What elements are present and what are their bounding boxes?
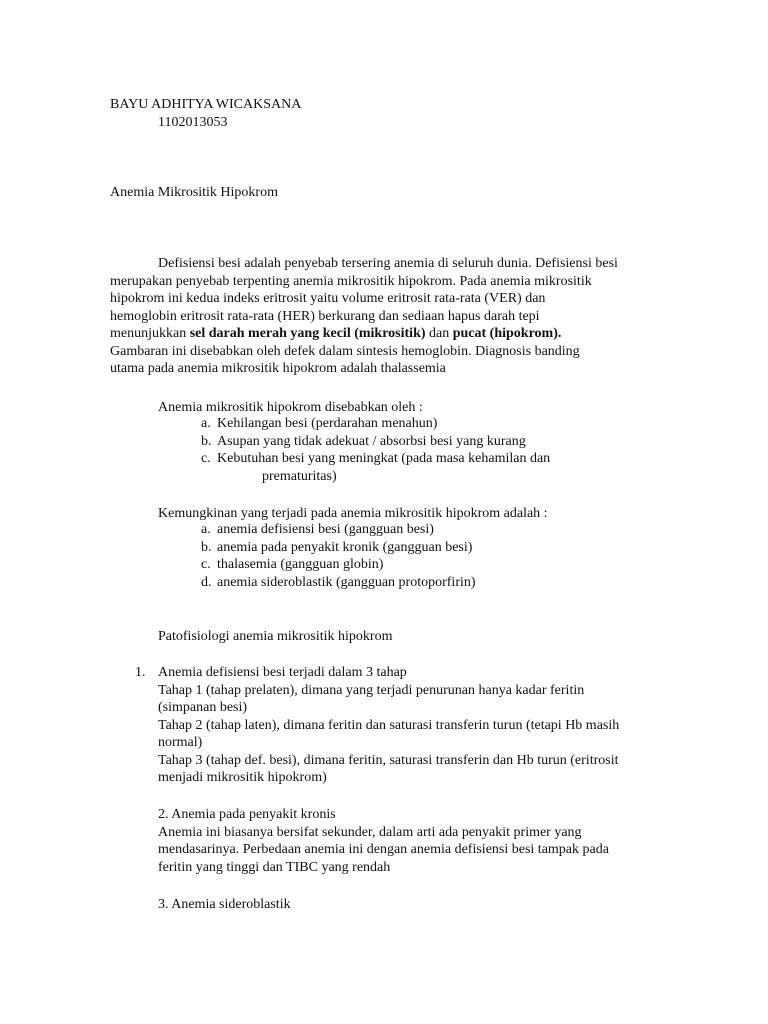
patho-heading: Patofisiologi anemia mikrositik hipokrom [158,629,393,644]
list-marker: c. [201,451,211,466]
list-item [201,433,550,451]
list-marker: d. [201,574,212,590]
list-item-text: anemia defisiensi besi (gangguan besi) [217,522,434,537]
intro-line [110,325,660,343]
section-line: 3. Anemia sideroblastik [158,897,291,912]
list-item [201,521,476,539]
list-marker: a. [201,522,211,537]
intro-bold-text: sel darah merah yang kecil (mikrositik) [189,326,426,341]
list-item [201,415,550,433]
causes-heading: Anemia mikrositik hipokrom disebabkan oleh : [158,400,423,415]
intro-line: Gambaran ini disebabkan oleh defek dalam sintesis hemoglobin. Diagnosis banding [110,343,580,359]
intro-line: hipokrom ini kedua indeks eritrosit yaitu volume eritrosit rata-rata (VER) dan [110,291,546,306]
list-marker: c. [201,557,211,572]
intro-bold-text: pucat (hipokrom). [452,326,562,341]
list-item [201,556,476,574]
intro-text: dan [425,326,453,341]
list-item-text: Asupan yang tidak adekuat / absorbsi besi yang kurang [217,433,526,449]
section-line: mendasarinya. Perbedaan anemia ini dengan anemia defisiensi besi tampak pada [158,842,609,857]
list-item-text: anemia pada penyakit kronik (gangguan besi) [217,539,473,555]
possibilities-list [201,521,476,591]
list-marker: b. [201,539,212,555]
section-line: feritin yang tinggi dan TIBC yang rendah [158,859,391,875]
patho-section-2 [158,806,609,876]
document-title: Anemia Mikrositik Hipokrom [110,185,278,200]
section-line: Tahap 1 (tahap prelaten), dimana yang terjadi penurunan hanya kadar feritin [158,682,585,698]
intro-line: utama pada anemia mikrositik hipokrom adalah thalassemia [110,361,446,376]
section-line: 2. Anemia pada penyakit kronis [158,807,336,822]
section-number: 1. [135,665,146,680]
section-line: Anemia ini biasanya bersifat sekunder, dalam arti ada penyakit primer yang [158,824,582,840]
list-item-text: anemia sideroblastik (gangguan protoporfirin) [217,574,476,590]
section-line: Tahap 2 (tahap laten), dimana feritin dan saturasi transferin turun (tetapi Hb masih [158,717,620,733]
intro-paragraph [110,255,660,378]
list-item [201,574,476,592]
intro-text: menunjukkan [110,326,190,341]
list-item-text: thalasemia (gangguan globin) [217,557,384,572]
student-id: 1102013053 [158,115,228,130]
section-line: Anemia defisiensi besi terjadi dalam 3 tahap [158,665,407,680]
list-marker: a. [201,416,211,431]
intro-line: merupakan penyebab terpenting anemia mikrositik hipokrom. Pada anemia mikrositik [110,273,592,289]
patho-section-1 [158,664,619,787]
list-item-continuation: prematuritas) [262,468,337,484]
list-item [201,450,550,468]
list-item [201,539,476,557]
section-line: Tahap 3 (tahap def. besi), dimana feritin, saturasi transferin dan Hb turun (eritrosit [158,752,619,768]
section-line: (simpanan besi) [158,700,248,715]
section-line: normal) [158,735,203,750]
possibilities-heading: Kemungkinan yang terjadi pada anemia mikrositik hipokrom adalah : [158,506,548,521]
causes-list [201,415,550,485]
author-name: BAYU ADHITYA WICAKSANA [110,97,302,112]
list-item-text: Kebutuhan besi yang meningkat (pada masa kehamilan dan [217,451,551,466]
list-item-text: Kehilangan besi (perdarahan menahun) [217,416,438,431]
intro-line: hemoglobin eritrosit rata-rata (HER) berkurang dan sediaan hapus darah tepi [110,308,540,324]
list-marker: b. [201,433,212,449]
section-line: menjadi mikrositik hipokrom) [158,770,327,785]
patho-section-3 [158,896,291,914]
intro-line: Defisiensi besi adalah penyebab tersering anemia di seluruh dunia. Defisiensi besi [158,256,618,271]
